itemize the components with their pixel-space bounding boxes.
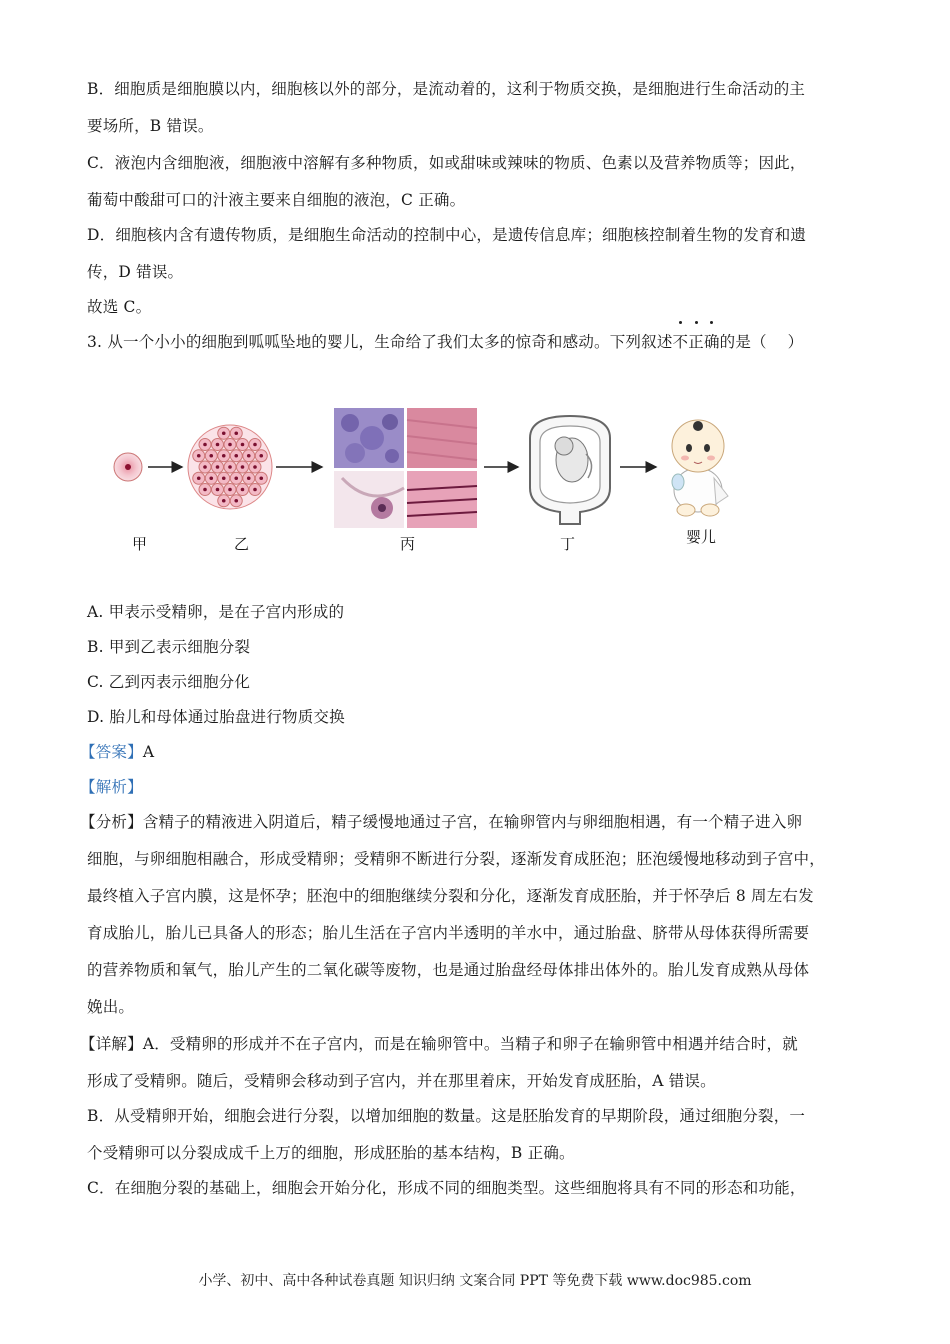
development-figure	[110, 408, 750, 568]
option-d: D. 胎儿和母体通过胎盘进行物质交换	[87, 708, 345, 726]
detail-line: B．从受精卵开始，细胞会进行分裂，以增加细胞的数量。这是胚胎发育的早期阶段，通过细胞分裂，一	[87, 1107, 806, 1125]
analysis-line: 育成胎儿，胎儿已具备人的形态；胎儿生活在子宫内半透明的羊水中，通过胎盘、脐带从母体获得所需要	[87, 924, 810, 942]
analysis-heading: 【解析】	[80, 778, 143, 796]
analysis-line: 的营养物质和氧气，胎儿产生的二氧化碳等废物，也是通过胎盘经母体排出体外的。胎儿发育成熟从母体	[87, 961, 810, 979]
page-footer: 小学、初中、高中各种试卷真题 知识归纳 文案合同 PPT 等免费下载 www.doc985.com	[198, 1273, 752, 1289]
analysis-line: 最终植入子宫内膜，这是怀孕；胚泡中的细胞继续分裂和分化，逐渐发育成胚胎，并于怀孕后 8 周左右发	[87, 887, 814, 905]
detail-tag: 【详解】	[80, 1035, 143, 1053]
text-line: 故选 C。	[87, 298, 152, 316]
question-stem-before: 3. 从一个小小的细胞到呱呱坠地的婴儿，生命给了我们太多的惊奇和感动。下列叙述	[87, 333, 673, 351]
detail-line: 形成了受精卵。随后，受精卵会移动到子宫内，并在那里着床，开始发育成胚胎，A 错误。	[87, 1072, 716, 1090]
answer-tag: 【答案】	[80, 743, 143, 761]
text-line: 要场所，B 错误。	[87, 117, 214, 135]
analysis-tag: 【分析】	[80, 813, 143, 831]
question-stem-after: 的是（ ）	[719, 333, 804, 351]
detail-line: 【详解】A．受精卵的形成并不在子宫内，而是在输卵管中。当精子和卵子在输卵管中相遇并结合时，就	[80, 1035, 798, 1053]
analysis-line: 娩出。	[87, 998, 135, 1016]
text-line: 葡萄中酸甜可口的汁液主要来自细胞的液泡，C 正确。	[87, 191, 466, 209]
figure-label-jia: 甲	[132, 535, 148, 553]
uterus-fetus	[530, 416, 610, 524]
figure-label-yi: 乙	[234, 535, 250, 553]
detail-line: C．在细胞分裂的基础上，细胞会开始分化，形成不同的细胞类型。这些细胞将具有不同的形态和功能，	[87, 1179, 806, 1197]
option-a: A. 甲表示受精卵，是在子宫内形成的	[87, 603, 345, 621]
detail-line: 个受精卵可以分裂成成千上万的细胞，形成胚胎的基本结构，B 正确。	[87, 1144, 575, 1162]
text-line: D．细胞核内含有遗传物质，是细胞生命活动的控制中心，是遗传信息库；细胞核控制着生物的发育和遗	[87, 226, 807, 244]
figure-label-bing: 丙	[400, 535, 416, 553]
baby-illustration	[672, 420, 728, 516]
development-diagram	[110, 408, 750, 568]
emphasis-char: 不	[673, 330, 689, 352]
figure-label-ding: 丁	[560, 535, 576, 553]
cell-cluster	[188, 425, 272, 509]
zygote-cell	[114, 453, 142, 481]
emphasis-char: 确	[704, 330, 720, 352]
text-line: B．细胞质是细胞膜以内，细胞核以外的部分，是流动着的，这利于物质交换，是细胞进行生命活动的主	[87, 80, 806, 98]
text-line: 传，D 错误。	[87, 263, 184, 281]
question-stem	[87, 330, 803, 352]
analysis-line: 细胞，与卵细胞相融合，形成受精卵；受精卵不断进行分裂，逐渐发育成胚泡；胚泡缓慢地移动到子宫中，	[87, 850, 825, 868]
option-b: B. 甲到乙表示细胞分裂	[87, 638, 251, 656]
answer-value: A	[142, 743, 155, 761]
text-line: C．液泡内含细胞液，细胞液中溶解有多种物质，如或甜味或辣味的物质、色素以及营养物质等；因此，	[87, 154, 806, 172]
figure-label-baby: 婴儿	[686, 528, 717, 546]
option-c: C. 乙到丙表示细胞分化	[87, 673, 251, 691]
tissue-images	[334, 408, 477, 528]
answer-line	[80, 740, 154, 762]
emphasis-char: 正	[688, 330, 704, 352]
analysis-line: 【分析】含精子的精液进入阴道后，精子缓慢地通过子宫，在输卵管内与卵细胞相遇，有一个精子进入卵	[80, 813, 803, 831]
